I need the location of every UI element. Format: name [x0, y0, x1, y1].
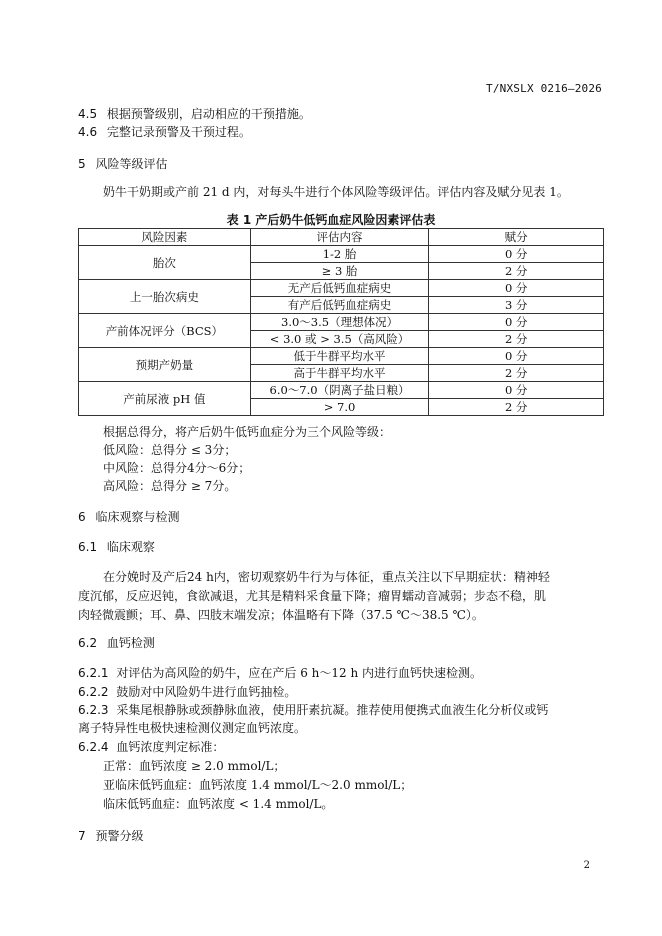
section-5-intro: 奶牛干奶期或产前 21 d 内，对每头牛进行个体风险等级评估。评估内容及赋分见表 1。 — [103, 185, 569, 199]
content-cell: 有产后低钙血症病史 — [250, 297, 429, 314]
clinical-observation-paragraph-line-2: 度沉郁，反应迟钝，食欲减退，尤其是精料采食量下降；瘤胃蠕动音减弱；步态不稳，肌 — [78, 589, 547, 603]
table-row — [79, 280, 604, 297]
section-title: 预警分级 — [95, 829, 144, 843]
section-5-heading — [78, 157, 167, 172]
clause-number: 6.2.1 — [78, 666, 109, 680]
content-cell: 6.0～7.0（阴离子盐日粮） — [250, 382, 429, 399]
header-content: 评估内容 — [250, 229, 429, 246]
score-cell: 0 分 — [429, 314, 604, 331]
subsection-number: 6.1 — [78, 540, 98, 554]
content-cell: 1-2 胎 — [250, 246, 429, 263]
table-header-row — [79, 229, 604, 246]
content-cell: > 7.0 — [250, 399, 429, 416]
table-row — [79, 348, 604, 365]
section-title: 临床观察与检测 — [95, 510, 180, 524]
section-number: 5 — [78, 157, 86, 171]
content-cell: 3.0～3.5（理想体况） — [250, 314, 429, 331]
section-title: 风险等级评估 — [95, 157, 168, 171]
page-number: 2 — [583, 860, 590, 871]
clause-number: 4.5 — [78, 107, 98, 121]
score-cell: 0 分 — [429, 382, 604, 399]
subsection-number: 6.2 — [78, 636, 98, 650]
risk-factor-cell: 预期产奶量 — [79, 348, 251, 382]
subsection-title: 血钙检测 — [106, 636, 155, 650]
section-6-heading — [78, 510, 179, 525]
document-code: T/NXSLX 0216—2026 — [486, 82, 602, 95]
header-score: 赋分 — [429, 229, 604, 246]
calcium-normal: 正常：血钙浓度 ≥ 2.0 mmol/L； — [103, 759, 286, 773]
risk-assessment-table — [78, 228, 604, 416]
content-cell: 低于牛群平均水平 — [250, 348, 429, 365]
content-cell: 无产后低钙血症病史 — [250, 280, 429, 297]
clause-number: 6.2.2 — [78, 685, 109, 699]
clause-text: 完整记录预警及干预过程。 — [106, 125, 251, 139]
section-7-heading — [78, 829, 143, 844]
subsection-6-2-heading — [78, 636, 155, 651]
section-number: 7 — [78, 829, 86, 843]
clause-number: 6.2.4 — [78, 740, 109, 754]
risk-level-high: 高风险：总得分 ≥ 7分。 — [103, 479, 237, 493]
score-cell: 0 分 — [429, 280, 604, 297]
table-row — [79, 314, 604, 331]
score-cell: 2 分 — [429, 331, 604, 348]
content-cell: ≥ 3 胎 — [250, 263, 429, 280]
score-cell: 2 分 — [429, 263, 604, 280]
risk-level-low: 低风险：总得分 ≤ 3分； — [103, 443, 237, 457]
clause-6-2-3 — [78, 703, 548, 718]
clause-6-2-3-continued: 离子特异性电极快速检测仪测定血钙浓度。 — [78, 721, 307, 735]
score-cell: 0 分 — [429, 348, 604, 365]
clause-text: 对评估为高风险的奶牛，应在产后 6 h～12 h 内进行血钙快速检测。 — [116, 666, 482, 680]
risk-level-medium: 中风险：总得分4分～6分； — [103, 461, 251, 475]
clause-6-2-2 — [78, 685, 296, 700]
score-cell: 3 分 — [429, 297, 604, 314]
table-caption: 表 1 产后奶牛低钙血症风险因素评估表 — [226, 213, 436, 227]
risk-factor-cell: 胎次 — [79, 246, 251, 280]
clause-text: 根据预警级别，启动相应的干预措施。 — [106, 107, 311, 121]
score-cell: 2 分 — [429, 365, 604, 382]
content-cell: 高于牛群平均水平 — [250, 365, 429, 382]
risk-factor-cell: 产前尿液 pH 值 — [79, 382, 251, 416]
score-cell: 0 分 — [429, 246, 604, 263]
table-row — [79, 382, 604, 399]
subsection-title: 临床观察 — [106, 540, 155, 554]
header-risk-factor: 风险因素 — [79, 229, 251, 246]
score-cell: 2 分 — [429, 399, 604, 416]
clause-text: 血钙浓度判定标准： — [116, 740, 225, 754]
clause-text: 采集尾根静脉或颈静脉血液，使用肝素抗凝。推荐使用便携式血液生化分析仪或钙 — [116, 703, 549, 717]
section-number: 6 — [78, 510, 86, 524]
clause-6-2-4 — [78, 740, 224, 755]
clinical-observation-paragraph-line-1: 在分娩时及产后24 h内，密切观察奶牛行为与体征，重点关注以下早期症状：精神轻 — [103, 570, 550, 584]
clinical-observation-paragraph-line-3: 肉轻微震颤；耳、鼻、四肢末端发凉；体温略有下降（37.5 ℃～38.5 ℃）。 — [78, 608, 484, 622]
table-row — [79, 246, 604, 263]
content-cell: < 3.0 或 > 3.5（高风险） — [250, 331, 429, 348]
clause-number: 4.6 — [78, 125, 98, 139]
calcium-clinical: 临床低钙血症：血钙浓度 < 1.4 mmol/L。 — [103, 797, 334, 811]
clause-6-2-1 — [78, 666, 482, 681]
clause-text: 鼓励对中风险奶牛进行血钙抽检。 — [116, 685, 297, 699]
clause-number: 6.2.3 — [78, 703, 109, 717]
subsection-6-1-heading — [78, 540, 155, 555]
clause-4-5 — [78, 107, 311, 122]
clause-4-6 — [78, 125, 251, 140]
risk-levels-intro: 根据总得分，将产后奶牛低钙血症分为三个风险等级： — [103, 425, 392, 439]
risk-factor-cell: 上一胎次病史 — [79, 280, 251, 314]
risk-factor-cell: 产前体况评分（BCS） — [79, 314, 251, 348]
calcium-subclinical: 亚临床低钙血症：血钙浓度 1.4 mmol/L～2.0 mmol/L； — [103, 778, 413, 792]
